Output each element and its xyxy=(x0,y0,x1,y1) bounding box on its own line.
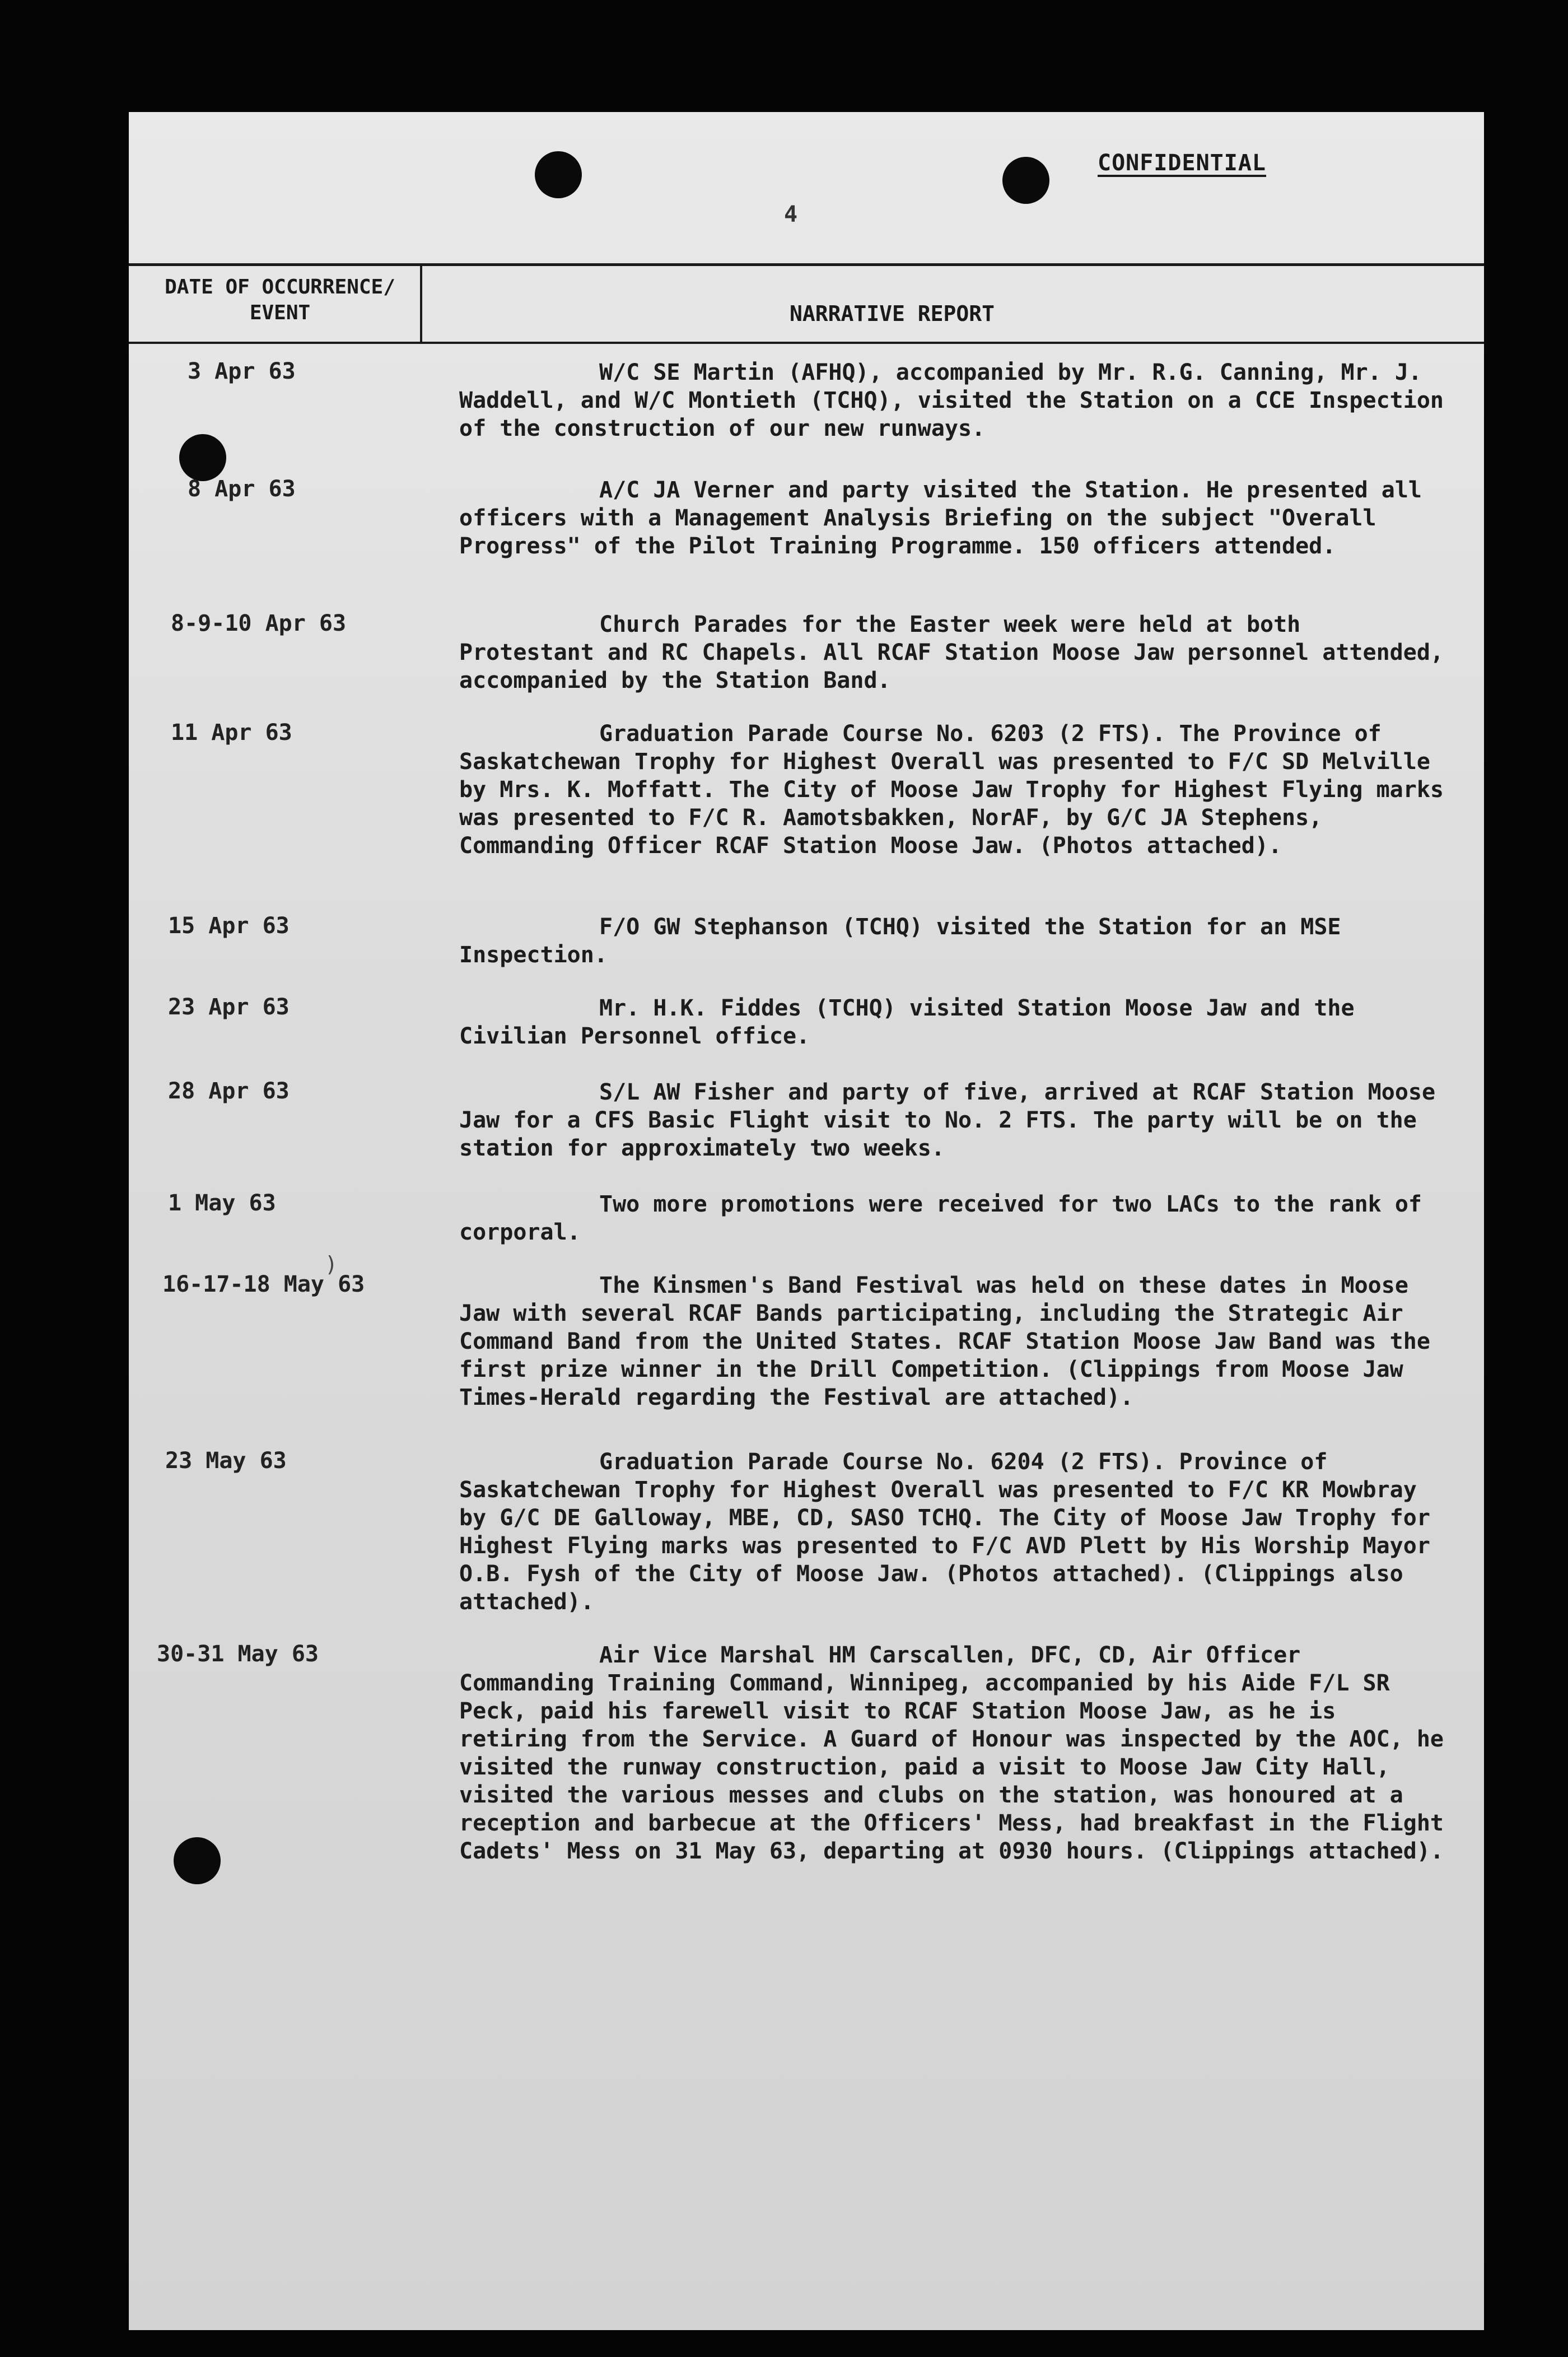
column-header-date: DATE OF OCCURRENCE/ EVENT xyxy=(165,276,395,324)
entry-text: Two more promotions were received for two LACs to the rank of corporal. xyxy=(459,1191,1422,1245)
entry-date: 8 Apr 63 xyxy=(188,476,296,502)
punch-hole xyxy=(1002,157,1049,204)
punch-hole xyxy=(179,434,226,481)
page-number: 4 xyxy=(784,202,798,227)
column-divider xyxy=(420,264,422,343)
entry-text: Air Vice Marshal HM Carscallen, DFC, CD, Air Officer Commanding Training Command, Winnipeg, accompanied by his Aide F/L SR Peck, paid his farewell visit to RCAF Station Moose Jaw, as he is retiring from the Service. A Guard of Honour was inspected by the AOC, he visited the runway construction, paid a visit to Moose Jaw City Hall, visited the various messes and clubs on the station, was honoured at a reception and barbecue at the Officers' Mess, had breakfast in the Flight Cadets' Mess on 31 May 63, departing at 0930 hours. (Clippings attached). xyxy=(459,1642,1444,1864)
column-header-narrative: NARRATIVE REPORT xyxy=(790,301,995,326)
entry-date: 3 Apr 63 xyxy=(188,358,296,384)
entry-text: Church Parades for the Easter week were held at both Protestant and RC Chapels. All RCAF Station Moose Jaw personnel attended, accompanied by the Station Band. xyxy=(459,612,1444,693)
stray-mark: ) xyxy=(325,1252,338,1277)
header-rule xyxy=(129,263,1484,266)
entry-date: 30-31 May 63 xyxy=(157,1641,319,1667)
entry-text: Mr. H.K. Fiddes (TCHQ) visited Station Moose Jaw and the Civilian Personnel office. xyxy=(459,995,1355,1049)
entry-text: W/C SE Martin (AFHQ), accompanied by Mr. R.G. Canning, Mr. J. Waddell, and W/C Montieth (TCHQ), visited the Station on a CCE Inspection of the construction of our new runways. xyxy=(459,360,1444,441)
entry-text: S/L AW Fisher and party of five, arrived at RCAF Station Moose Jaw for a CFS Basic Flight visit to No. 2 FTS. The party will be on the station for approximately two weeks. xyxy=(459,1079,1436,1161)
entry-text: F/O GW Stephanson (TCHQ) visited the Station for an MSE Inspection. xyxy=(459,914,1341,968)
entry-date: 1 May 63 xyxy=(168,1190,276,1216)
document-page xyxy=(129,112,1484,2330)
entry-date: 8-9-10 Apr 63 xyxy=(171,611,347,636)
header-rule-bottom xyxy=(129,342,1484,344)
entry-text: A/C JA Verner and party visited the Station. He presented all officers with a Management Analysis Briefing on the subject "Overall Progress" of the Pilot Training Programme. 150 officers attended. xyxy=(459,477,1422,559)
entry-date: 23 Apr 63 xyxy=(168,994,290,1020)
entry-text: Graduation Parade Course No. 6204 (2 FTS). Province of Saskatchewan Trophy for Highest Overall was presented to F/C KR Mowbray by G/C DE Galloway, MBE, CD, SASO TCHQ. The City of Moose Jaw Trophy for Highest Flying marks was presented to F/C AVD Plett by His Worship Mayor O.B. Fysh of the City of Moose Jaw. (Photos attached). (Clippings also attached). xyxy=(459,1449,1430,1615)
entry-text: Graduation Parade Course No. 6203 (2 FTS). The Province of Saskatchewan Trophy for Highest Overall was presented to F/C SD Melville by Mrs. K. Moffatt. The City of Moose Jaw Trophy for Highest Flying marks was presented to F/C R. Aamotsbakken, NorAF, by G/C JA Stephens, Commanding Officer RCAF Station Moose Jaw. (Photos attached). xyxy=(459,721,1444,859)
punch-hole xyxy=(535,151,582,198)
classification-label: CONFIDENTIAL xyxy=(1098,150,1266,176)
entry-date: 23 May 63 xyxy=(165,1448,287,1474)
punch-hole xyxy=(174,1837,221,1884)
entry-date: 15 Apr 63 xyxy=(168,913,290,939)
entry-date: 11 Apr 63 xyxy=(171,720,292,746)
entry-text: The Kinsmen's Band Festival was held on these dates in Moose Jaw with several RCAF Bands participating, including the Strategic Air Command Band from the United States. RCAF Station Moose Jaw Band was the first prize winner in the Drill Competition. (Clippings from Moose Jaw Times-Herald regarding the Festival are attached). xyxy=(459,1273,1430,1410)
entry-date: 16-17-18 May 63 xyxy=(162,1271,365,1297)
entry-date: 28 Apr 63 xyxy=(168,1078,290,1104)
